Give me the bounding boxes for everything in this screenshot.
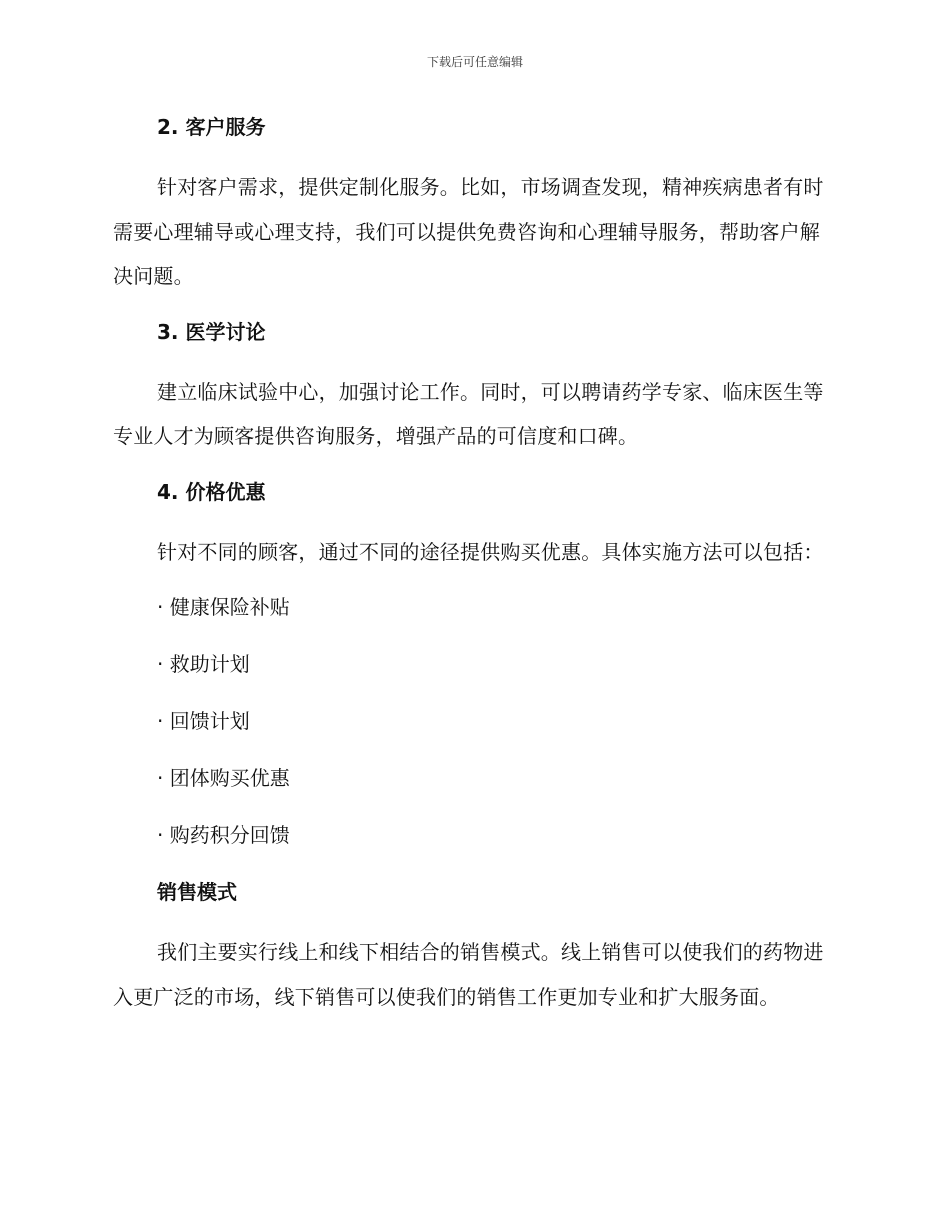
section-paragraph-customer-service: 针对客户需求，提供定制化服务。比如，市场调查发现，精神疾病患者有时需要心理辅导或心理支持，我们可以提供免费咨询和心理辅导服务，帮助客户解决问题。 xyxy=(113,175,824,288)
section-paragraph-medical-discussion: 建立临床试验中心，加强讨论工作。同时，可以聘请药学专家、临床医生等专业人才为顾客提供咨询服务，增强产品的可信度和口碑。 xyxy=(113,379,824,448)
section-paragraph-price-discount: 针对不同的顾客，通过不同的途径提供购买优惠。具体实施方法可以包括： xyxy=(157,539,824,564)
document-body xyxy=(113,108,831,1019)
section-heading-price-discount: 4. 价格优惠 xyxy=(157,479,266,504)
section-paragraph-sales-model: 我们主要实行线上和线下相结合的销售模式。线上销售可以使我们的药物进入更广泛的市场，线下销售可以使我们的销售工作更加专业和扩大服务面。 xyxy=(113,940,824,1009)
page-header-note: 下载后可任意编辑 xyxy=(426,55,523,69)
bullet-item: · 回馈计划 xyxy=(157,709,250,733)
section-heading-customer-service: 2. 客户服务 xyxy=(157,115,266,139)
section-heading-sales-model: 销售模式 xyxy=(157,880,237,904)
bullet-item: · 团体购买优惠 xyxy=(157,766,290,790)
bullet-item: · 购药积分回馈 xyxy=(157,823,290,847)
bullet-item: · 救助计划 xyxy=(157,652,250,676)
bullet-item: · 健康保险补贴 xyxy=(157,595,290,619)
section-heading-medical-discussion: 3. 医学讨论 xyxy=(157,319,266,344)
